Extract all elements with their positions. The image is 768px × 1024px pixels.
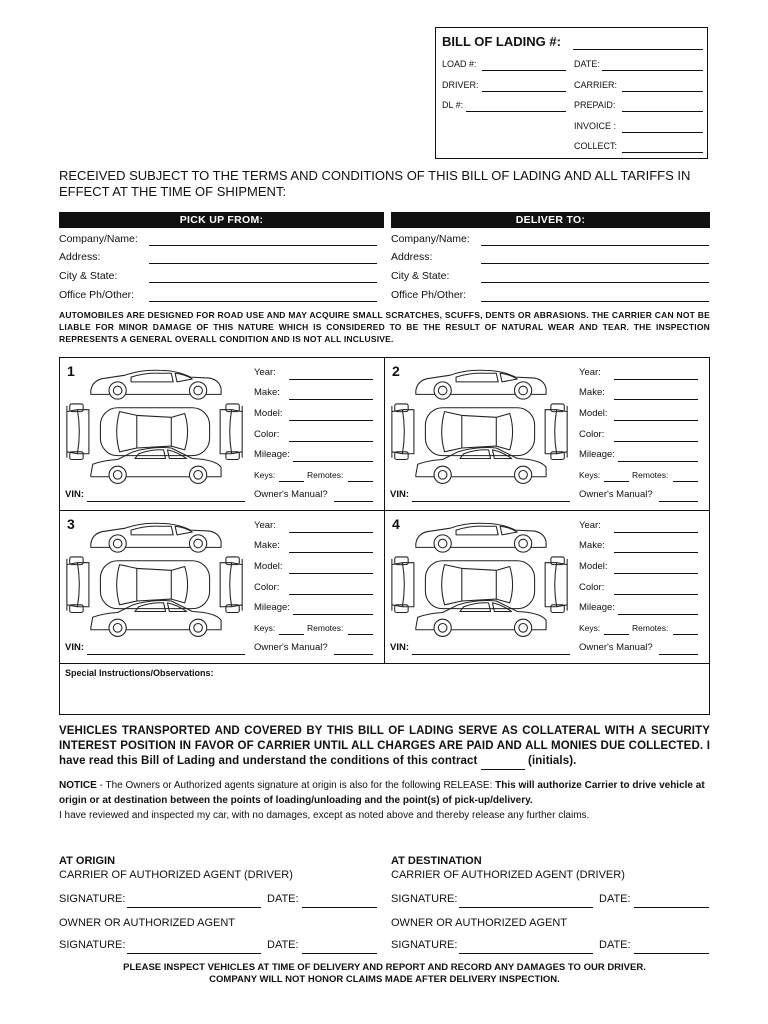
deliver-phone-label: Office Ph/Other: [391,289,467,301]
collect-label: COLLECT: [574,141,618,151]
destination-date-label: DATE: [599,893,631,905]
color-label: Color: [254,582,280,593]
date-label: DATE: [574,59,600,69]
model-field[interactable] [289,420,373,421]
mileage-field[interactable] [293,461,373,462]
remotes-field[interactable] [673,634,698,635]
make-field[interactable] [614,399,698,400]
make-field[interactable] [289,399,373,400]
deliver-address-label: Address: [391,251,433,263]
remotes-field[interactable] [673,481,698,482]
vehicle-cell [60,358,385,511]
car-diagram[interactable] [64,364,246,486]
driver-field[interactable] [482,91,566,92]
year-field[interactable] [614,532,698,533]
bol-title: BILL OF LADING #: [442,34,561,49]
destination-heading: AT DESTINATION [391,855,482,867]
date-field[interactable] [602,70,703,71]
initials-field[interactable] [481,754,525,770]
origin-driver-signature-field[interactable] [127,907,261,908]
origin-owner-label: OWNER OR AUTHORIZED AGENT [59,917,236,929]
dl-label: DL #: [442,100,464,110]
color-field[interactable] [614,594,698,595]
year-field[interactable] [289,532,373,533]
destination-owner-signature-label: SIGNATURE: [391,939,458,951]
destination-driver-signature-field[interactable] [459,907,593,908]
remotes-label: Remotes: [632,623,669,633]
deliver-company-label: Company/Name: [391,233,470,245]
mileage-field[interactable] [618,614,698,615]
collateral-statement [59,724,710,770]
owners-manual-field[interactable] [334,501,373,502]
mileage-label: Mileage: [254,602,290,613]
keys-label: Keys: [254,623,276,633]
bill-of-lading-box [435,27,708,159]
footer-line-2: COMPANY WILL NOT HONOR CLAIMS MADE AFTER DELIVERY INSPECTION. [209,974,560,985]
model-field[interactable] [614,420,698,421]
notice-block [59,778,710,823]
vin-label: VIN: [65,489,84,500]
origin-heading: AT ORIGIN [59,855,116,867]
pickup-city-label: City & State: [59,270,118,282]
make-label: Make: [254,387,280,398]
pickup-company-field[interactable] [149,245,377,246]
pickup-phone-label: Office Ph/Other: [59,289,135,301]
vin-label: VIN: [65,642,84,653]
keys-field[interactable] [279,481,304,482]
year-field[interactable] [614,379,698,380]
deliver-company-field[interactable] [481,245,709,246]
vehicle-number: 1 [67,363,75,379]
collect-field[interactable] [622,152,703,153]
load-label: LOAD #: [442,59,477,69]
make-field[interactable] [289,552,373,553]
vehicle-cell [385,358,710,511]
remotes-label: Remotes: [632,470,669,480]
vin-label: VIN: [390,489,409,500]
year-label: Year: [579,367,601,378]
deliver-header: DELIVER TO: [391,212,710,228]
bol-number-field[interactable] [573,49,703,50]
color-label: Color: [254,429,280,440]
pickup-phone-field[interactable] [149,301,377,302]
remotes-label: Remotes: [307,623,344,633]
model-label: Model: [254,408,283,419]
initials-label: (initials). [528,755,577,767]
pickup-address-field[interactable] [149,263,377,264]
deliver-city-label: City & State: [391,270,450,282]
car-diagram[interactable] [64,517,246,639]
origin-signature-label: SIGNATURE: [59,893,126,905]
keys-field[interactable] [604,634,629,635]
pickup-header: PICK UP FROM: [59,212,384,228]
special-instructions-field[interactable] [60,678,709,708]
destination-owner-label: OWNER OR AUTHORIZED AGENT [391,917,568,929]
notice-text: - The Owners or Authorized agents signature at origin is also for the following RELEASE: [96,780,496,791]
notice-label: NOTICE [59,780,97,791]
vin-label: VIN: [390,642,409,653]
vin-field[interactable] [87,654,245,655]
color-field[interactable] [289,594,373,595]
pickup-city-field[interactable] [149,282,377,283]
remotes-label: Remotes: [307,470,344,480]
footer-line-1: PLEASE INSPECT VEHICLES AT TIME OF DELIVERY AND REPORT AND RECORD ANY DAMAGES TO OUR DRIVER. [123,962,646,973]
vehicle-cell [60,511,385,664]
invoice-label: INVOICE : [574,121,617,131]
car-diagram[interactable] [389,364,571,486]
origin-driver-date-field[interactable] [302,907,377,908]
prepaid-field[interactable] [622,111,703,112]
owners-manual-label: Owner's Manual? [254,642,328,653]
vin-field[interactable] [412,501,570,502]
keys-field[interactable] [279,634,304,635]
year-label: Year: [254,367,276,378]
vehicle-number: 2 [392,363,400,379]
year-label: Year: [579,520,601,531]
mileage-label: Mileage: [579,449,615,460]
keys-label: Keys: [579,623,601,633]
car-diagram[interactable] [389,517,571,639]
carrier-label: CARRIER: [574,80,618,90]
destination-signature-label: SIGNATURE: [391,893,458,905]
notice-release: This will authorize Carrier to drive vehicle at origin or at destination between the points of loading/unloading and the point(s) of pick-up/delivery. [59,780,705,806]
vin-field[interactable] [412,654,570,655]
year-field[interactable] [289,379,373,380]
automobile-disclaimer: AUTOMOBILES ARE DESIGNED FOR ROAD USE AND MAY ACQUIRE SMALL SCRATCHES, SCUFFS, DENTS OR ABRASIONS. THE CARRIER CAN NOT BE LIABLE FOR MINOR DAMAGE OF THIS NATURE WHICH IS CONSIDERED TO BE THE RESULT OF NATURAL WEAR AND TEAR. THE INSPECTION REPRESENTS A GENERAL OVERALL CONDITION AND IS NOT ALL INCLUSIVE. [59,310,710,344]
owners-manual-field[interactable] [334,654,373,655]
model-field[interactable] [289,573,373,574]
origin-date-label: DATE: [267,893,299,905]
origin-owner-date-label: DATE: [267,939,299,951]
vehicle-cell [385,511,710,664]
dl-field[interactable] [466,111,566,112]
year-label: Year: [254,520,276,531]
destination-driver-date-field[interactable] [634,907,709,908]
pickup-address-label: Address: [59,251,101,263]
model-label: Model: [254,561,283,572]
destination-owner-signature-field[interactable] [459,953,593,954]
mileage-field[interactable] [293,614,373,615]
owners-manual-label: Owner's Manual? [254,489,328,500]
make-label: Make: [254,540,280,551]
destination-owner-date-field[interactable] [634,953,709,954]
origin-owner-signature-field[interactable] [127,953,261,954]
owners-manual-label: Owner's Manual? [579,489,653,500]
color-label: Color: [579,582,605,593]
pickup-company-label: Company/Name: [59,233,138,245]
owners-manual-field[interactable] [659,654,698,655]
deliver-city-field[interactable] [481,282,709,283]
notice-line2: I have reviewed and inspected my car, with no damages, except as noted above and thereby release any further claims. [59,810,590,821]
make-label: Make: [579,387,605,398]
remotes-field[interactable] [348,481,373,482]
mileage-label: Mileage: [254,449,290,460]
model-label: Model: [579,408,608,419]
special-instructions-label: Special Instructions/Observations: [65,668,214,678]
collateral-text: VEHICLES TRANSPORTED AND COVERED BY THIS BILL OF LADING SERVE AS COLLATERAL WITH A SECURITY INTEREST POSITION IN FAVOR OF CARRIER UNTIL ALL CHARGES ARE PAID AND ALL MONIES DUE COLLECTED. I have read this Bill of Lading and understand the conditions of this contract [59,725,710,767]
destination-owner-date-label: DATE: [599,939,631,951]
mileage-label: Mileage: [579,602,615,613]
origin-owner-signature-label: SIGNATURE: [59,939,126,951]
vehicle-number: 3 [67,516,75,532]
deliver-address-field[interactable] [481,263,709,264]
make-label: Make: [579,540,605,551]
origin-owner-date-field[interactable] [302,953,377,954]
owners-manual-label: Owner's Manual? [579,642,653,653]
color-field[interactable] [289,441,373,442]
model-field[interactable] [614,573,698,574]
color-field[interactable] [614,441,698,442]
received-statement: RECEIVED SUBJECT TO THE TERMS AND CONDITIONS OF THIS BILL OF LADING AND ALL TARIFFS IN EFFECT AT THE TIME OF SHIPMENT: [59,168,691,199]
prepaid-label: PREPAID: [574,100,616,110]
vehicle-number: 4 [392,516,400,532]
load-field[interactable] [482,70,566,71]
destination-carrier-label: CARRIER OF AUTHORIZED AGENT (DRIVER) [391,869,625,881]
footer-notice [59,962,710,986]
model-label: Model: [579,561,608,572]
origin-carrier-label: CARRIER OF AUTHORIZED AGENT (DRIVER) [59,869,293,881]
vin-field[interactable] [87,501,245,502]
deliver-phone-field[interactable] [481,301,709,302]
keys-field[interactable] [604,481,629,482]
keys-label: Keys: [254,470,276,480]
color-label: Color: [579,429,605,440]
make-field[interactable] [614,552,698,553]
invoice-field[interactable] [622,132,703,133]
mileage-field[interactable] [618,461,698,462]
keys-label: Keys: [579,470,601,480]
carrier-field[interactable] [622,91,703,92]
owners-manual-field[interactable] [659,501,698,502]
remotes-field[interactable] [348,634,373,635]
driver-label: DRIVER: [442,80,479,90]
